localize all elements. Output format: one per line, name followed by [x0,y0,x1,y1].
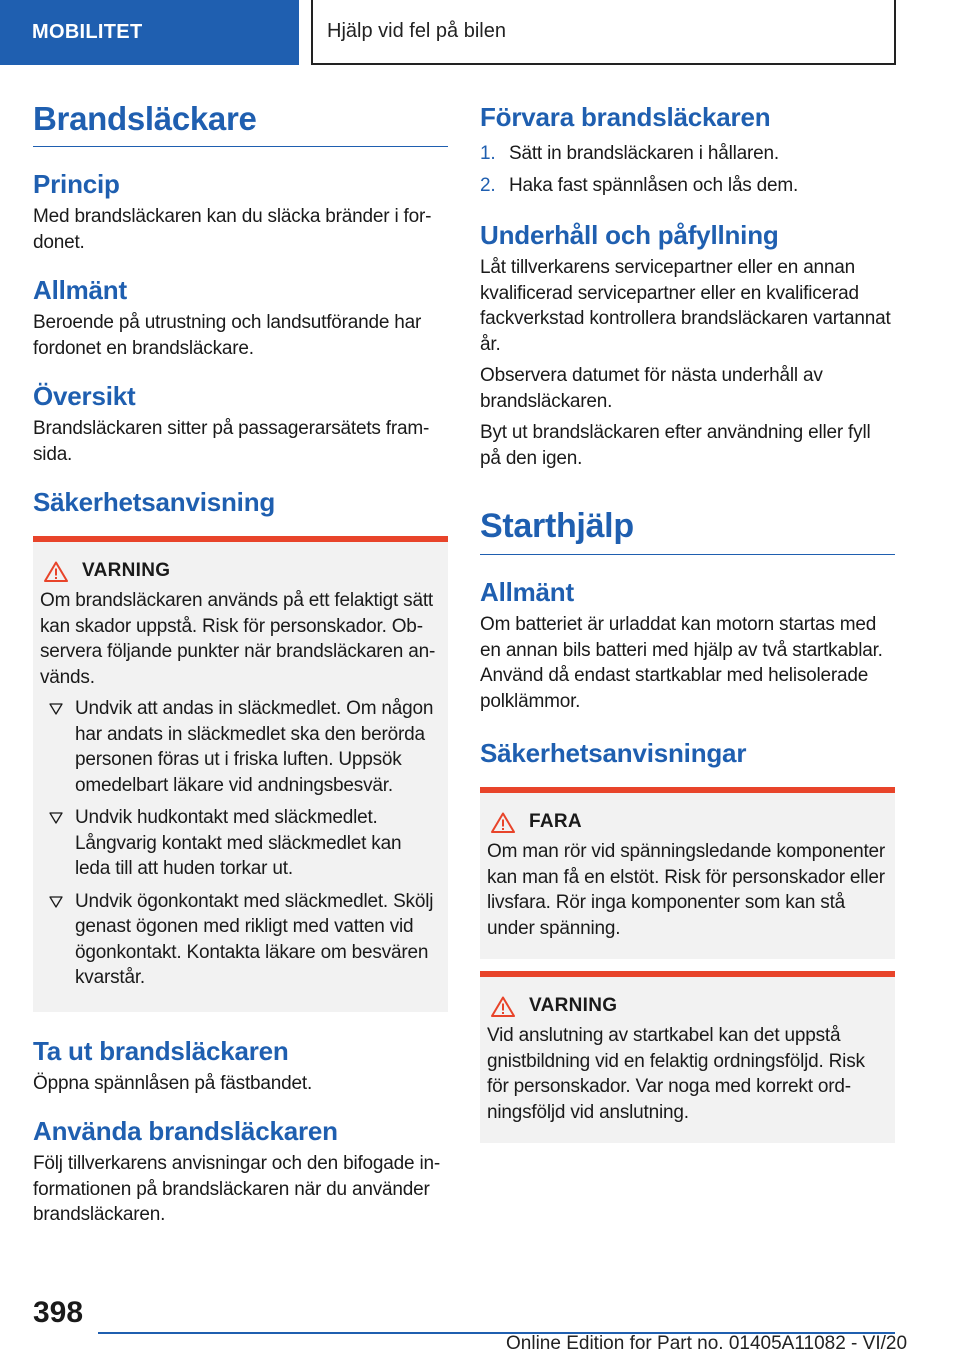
list-item: Undvik att andas in släckmedlet. Om någon har andats in släckmedlet ska den berörda personen föras ut i friska luften. Uppsök omedelbart läkare vid andningsbesvär. [40,696,440,798]
warning-triangle-icon [491,996,515,1017]
use-text: Följ tillverkarens anvisningar och den bifogade informationen på brandsläckaren när du använder brandsläckaren. [33,1153,441,1225]
list-item: 1. Sätt in brandsläckaren i hållaren. [480,141,895,167]
maintenance-text: Låt tillverkarens servicepartner eller en annan kvalificerad servicepartner eller en kvalificerad fackverkstad kontrollera brandsläckaren vartannat år. [480,257,891,355]
list-item: 2. Haka fast spännlåsen och lås dem. [480,173,895,199]
jumpstart-title: Starthjälp [480,507,895,555]
general-heading: Allmänt [33,275,127,305]
warning-label: VARNING [529,995,618,1016]
warning-list [40,696,440,991]
principle-text: Med brandsläckaren kan du släcka bränder i fordonet. [33,206,432,253]
chapter-header [311,0,896,65]
store-steps [480,141,895,198]
section-label: MOBILITET [32,21,143,43]
bullet-triangle-icon [49,896,63,908]
warning-box [480,971,895,1143]
warning-triangle-icon [491,812,515,833]
list-item: Undvik ögonkontakt med släckmedlet. Skölj genast ögonen med rikligt med vatten vid ögonkontakt. Kontakta läkare om besvären kvarstår. [40,889,440,991]
store-heading: Förvara brandsläckaren [480,102,771,132]
jumpstart-safety-heading: Säkerhetsanvisningar [480,738,747,768]
bullet-triangle-icon [49,703,63,715]
warning-title [491,995,887,1017]
jumpstart-general-heading: Allmänt [480,577,574,607]
maintenance-heading: Underhåll och påfyllning [480,220,779,250]
step-number: 1. [480,143,496,164]
warning-triangle-icon [44,561,68,582]
danger-text: Om man rör vid spänningsledande komponenter kan man få en elstöt. Risk för personskador eller livsfara. Rör inga komponenter som kan stå under spänning. [487,841,886,939]
danger-box [480,787,895,959]
edition-note: Online Edition for Part no. 01405A11082 - VI/20 [506,1333,908,1354]
right-column [480,100,895,1143]
safety-heading: Säkerhetsanvisning [33,487,276,517]
warning-box [33,536,448,1012]
remove-text: Öppna spännlåsen på fästbandet. [33,1072,313,1094]
danger-label: FARA [529,811,582,832]
left-column [33,100,448,1234]
warning-title [44,560,440,582]
danger-title [491,811,887,833]
warning-label: VARNING [82,560,171,581]
list-item: Undvik hudkontakt med släckmedlet. Långvarig kontakt med släckmedlet kan leda till att huden torkar ut. [40,805,440,882]
bullet-triangle-icon [49,812,63,824]
section-tab [0,0,299,65]
overview-text: Brandsläckaren sitter på passagerarsätets framsida. [33,418,430,465]
step-number: 2. [480,174,496,196]
maintenance-text: Observera datumet för nästa underhåll av brandsläckaren. [480,365,823,412]
maintenance-text: Byt ut brandsläckaren efter användning eller fyll på den igen. [480,422,871,469]
page-number: 398 [33,1296,84,1329]
remove-heading: Ta ut brandsläckaren [33,1035,289,1066]
chapter-label: Hjälp vid fel på bilen [327,20,506,42]
use-heading: Använda brandsläckaren [33,1116,338,1146]
page-title: Brandsläckare [33,100,448,147]
general-text: Beroende på utrustning och landsutförande har fordonet en brandsläckare. [33,312,422,359]
jumpstart-general-text: Om batteriet är urladdat kan motorn startas med en annan bils batteri med hjälp av två startkablar. Använd då endast startkablar med helisolerade polklämmor. [480,614,883,712]
overview-heading: Översikt [33,381,136,411]
warning-text: Vid anslutning av startkabel kan det uppstå gnistbildning vid en felaktig ordningsföljd. Risk för personskador. Var noga med korrekt ordningsföljd vid anslutning. [487,1025,865,1123]
warning-text: Om brandsläckaren används på ett felaktigt sätt kan skador uppstå. Risk för personskador. Observera följande punkter när brandsläckaren används. [40,590,436,688]
principle-heading: Princip [33,169,120,199]
